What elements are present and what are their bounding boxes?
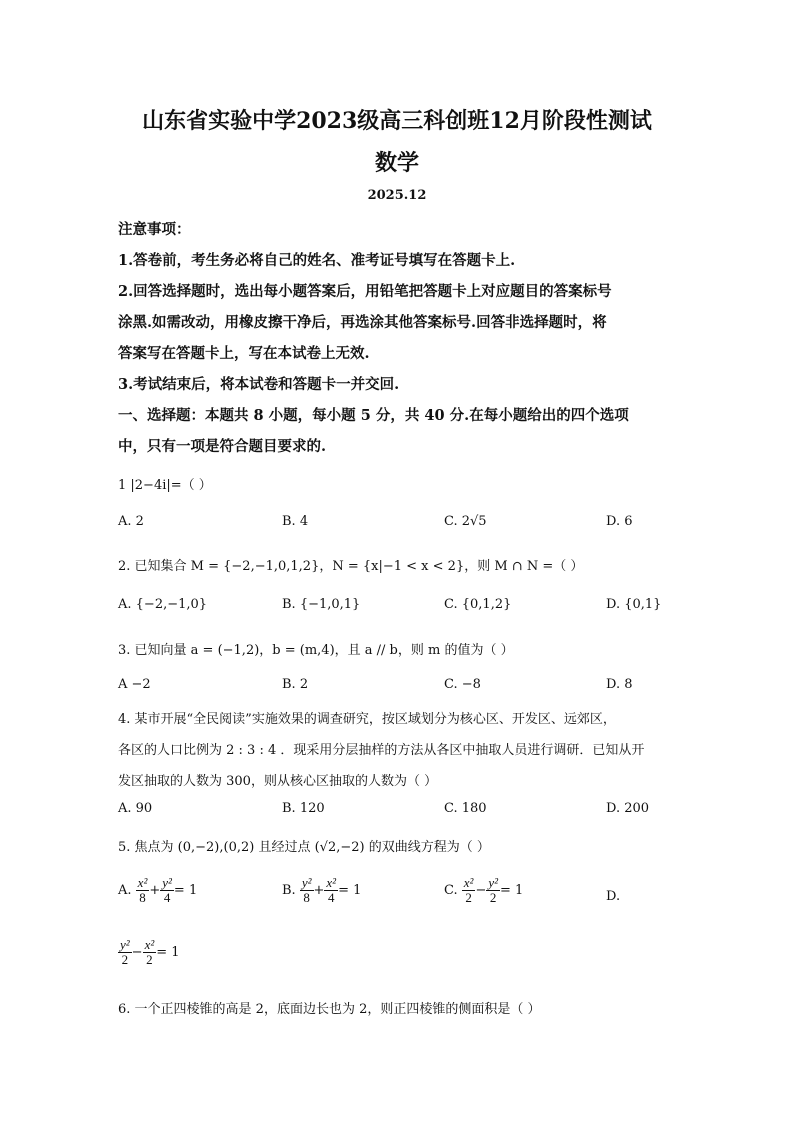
denominator: 4 bbox=[327, 890, 335, 905]
denominator: 8 bbox=[139, 890, 146, 905]
denominator: 4 bbox=[163, 890, 171, 905]
equals-one: = 1 bbox=[500, 883, 524, 898]
note-3: 3.考试结束后，将本试卷和答题卡一并交回. bbox=[118, 376, 400, 393]
note-2-line-2: 涂黑.如需改动，用橡皮擦干净后，再选涂其他答案标号.回答非选择题时，将 bbox=[118, 314, 607, 331]
question-2-stem: 2. 已知集合 M = {−2,−1,0,1,2}，N = {x|−1 < x < 2}，则 M ∩ N =（ ） bbox=[118, 559, 584, 574]
question-6-stem: 6. 一个正四棱锥的高是 2，底面边长也为 2，则正四棱锥的侧面积是（ ） bbox=[118, 1002, 541, 1017]
question-4-option-b: B. 120 bbox=[282, 801, 325, 816]
fraction bbox=[118, 938, 132, 967]
fraction bbox=[300, 876, 314, 905]
denominator: 2 bbox=[121, 952, 129, 967]
option-a-label: A. bbox=[118, 883, 132, 898]
operator: − bbox=[475, 883, 487, 898]
note-1: 1.答卷前，考生务必将自己的姓名、准考证号填写在答题卡上. bbox=[118, 252, 516, 269]
question-5-option-d bbox=[118, 938, 180, 967]
question-2-option-c: C. {0,1,2} bbox=[444, 597, 512, 612]
question-5-option-d-label: D. bbox=[606, 889, 621, 904]
question-4-line-2: 各区的人口比例为 2 : 3 : 4 ．现采用分层抽样的方法从各区中抽取人员进行调研．已知从开 bbox=[118, 743, 645, 758]
numerator: x² bbox=[137, 875, 148, 890]
question-2-option-a: A. {−2,−1,0} bbox=[118, 597, 208, 612]
question-1-option-a: A. 2 bbox=[118, 514, 144, 529]
question-1-option-c: C. 2√5 bbox=[444, 514, 487, 529]
question-1-option-b: B. 4 bbox=[282, 514, 309, 529]
section-1-heading-line-2: 中，只有一项是符合题目要求的. bbox=[118, 438, 327, 455]
fraction bbox=[462, 876, 476, 905]
denominator: 2 bbox=[146, 952, 153, 967]
question-4-option-c: C. 180 bbox=[444, 801, 487, 816]
numerator: y² bbox=[301, 875, 312, 890]
section-1-heading-line-1: 一、选择题：本题共 8 小题，每小题 5 分，共 40 分.在每小题给出的四个选项 bbox=[118, 407, 629, 424]
fraction bbox=[160, 876, 174, 905]
question-3-option-d: D. 8 bbox=[606, 677, 633, 692]
note-2-line-1: 2.回答选择题时，选出每小题答案后，用铅笔把答题卡上对应题目的答案标号 bbox=[118, 283, 612, 300]
denominator: 8 bbox=[303, 890, 310, 905]
question-1-option-d: D. 6 bbox=[606, 514, 633, 529]
numerator: y² bbox=[162, 875, 172, 890]
exam-date: 2025.12 bbox=[367, 188, 427, 203]
numerator: x² bbox=[326, 875, 337, 890]
fraction bbox=[136, 876, 150, 905]
fraction bbox=[486, 876, 500, 905]
question-5-option-b bbox=[282, 876, 361, 905]
question-3-option-c: C. −8 bbox=[444, 677, 481, 692]
fraction bbox=[143, 938, 157, 967]
question-1-stem: 1 |2−4i|=（ ） bbox=[118, 478, 212, 493]
equals-one: = 1 bbox=[173, 883, 198, 898]
question-2-option-b: B. {−1,0,1} bbox=[282, 597, 361, 612]
note-2-line-3: 答案写在答题卡上，写在本试卷上无效. bbox=[118, 345, 370, 362]
question-4-line-3: 发区抽取的人数为 300，则从核心区抽取的人数为（ ） bbox=[118, 774, 438, 789]
numerator: x² bbox=[463, 875, 474, 890]
operator: + bbox=[149, 883, 161, 898]
question-2-option-d: D. {0,1} bbox=[606, 597, 662, 612]
question-4-line-1: 4. 某市开展“全民阅读”实施效果的调查研究，按区域划分为核心区、开发区、远郊区， bbox=[118, 712, 616, 727]
numerator: x² bbox=[144, 937, 155, 952]
option-b-label: B. bbox=[282, 883, 296, 898]
denominator: 2 bbox=[489, 890, 497, 905]
question-5-stem: 5. 焦点为 (0,−2),(0,2) 且经过点 (√2,−2) 的双曲线方程为（ ） bbox=[118, 840, 490, 855]
denominator: 2 bbox=[465, 890, 472, 905]
option-c-label: C. bbox=[444, 883, 458, 898]
numerator: y² bbox=[488, 875, 499, 890]
question-5-option-a bbox=[118, 876, 197, 905]
fraction bbox=[324, 876, 338, 905]
operator: − bbox=[131, 945, 143, 960]
numerator: y² bbox=[120, 937, 130, 952]
question-3-option-b: B. 2 bbox=[282, 677, 309, 692]
exam-title: 山东省实验中学2023级高三科创班12月阶段性测试 bbox=[142, 108, 652, 134]
equals-one: = 1 bbox=[156, 945, 180, 960]
question-3-option-a: A −2 bbox=[118, 677, 151, 692]
equals-one: = 1 bbox=[338, 883, 362, 898]
question-3-stem: 3. 已知向量 a = (−1,2)，b = (m,4)，且 a // b，则 m 的值为（ ） bbox=[118, 643, 514, 658]
question-4-option-a: A. 90 bbox=[118, 801, 153, 816]
operator: + bbox=[313, 883, 325, 898]
notes-heading: 注意事项： bbox=[118, 221, 191, 238]
question-4-option-d: D. 200 bbox=[606, 801, 650, 816]
subject-title: 数学 bbox=[374, 150, 419, 176]
question-5-option-c bbox=[444, 876, 523, 905]
